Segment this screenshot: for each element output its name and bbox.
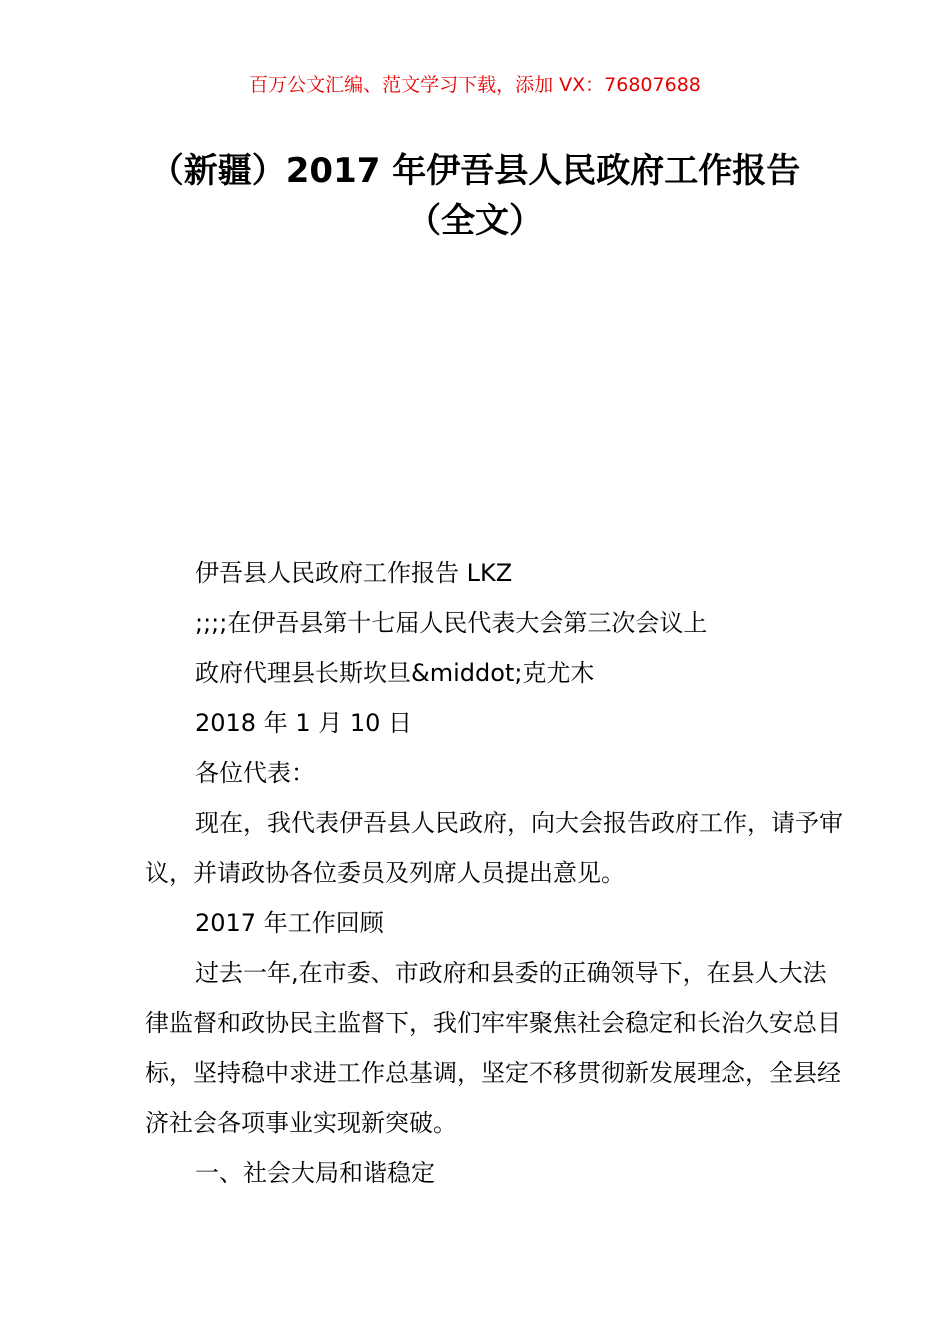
- salutation: 各位代表：: [195, 759, 315, 787]
- document-body: [145, 548, 845, 1198]
- section-heading-review: 2017 年工作回顾: [195, 909, 384, 937]
- title-line-2: （全文）: [407, 201, 543, 241]
- paragraph-intro: 现在，我代表伊吾县人民政府，向大会报告政府工作，请予审议，并请政协各位委员及列席人员提出意见。: [145, 809, 843, 887]
- speaker-line: 政府代理县长斯坎旦&middot;克尤木: [195, 659, 595, 687]
- document-title: [120, 146, 830, 246]
- meeting-line: ;;;;在伊吾县第十七届人民代表大会第三次会议上: [195, 609, 708, 637]
- paragraph-review: 过去一年,在市委、市政府和县委的正确领导下，在县人大法律监督和政协民主监督下，我们牢牢聚焦社会稳定和长治久安总目标，坚持稳中求进工作总基调，坚定不移贯彻新发展理念，全县经济社会各项事业实现新突破。: [145, 959, 841, 1137]
- section-heading-one: 一、社会大局和谐稳定: [195, 1159, 435, 1187]
- date-line: 2018 年 1 月 10 日: [195, 709, 413, 737]
- title-line-1: （新疆）2017 年伊吾县人民政府工作报告: [149, 151, 801, 191]
- report-name: 伊吾县人民政府工作报告 LKZ: [195, 559, 513, 587]
- header-note: 百万公文汇编、范文学习下载，添加 VX：76807688: [249, 74, 701, 96]
